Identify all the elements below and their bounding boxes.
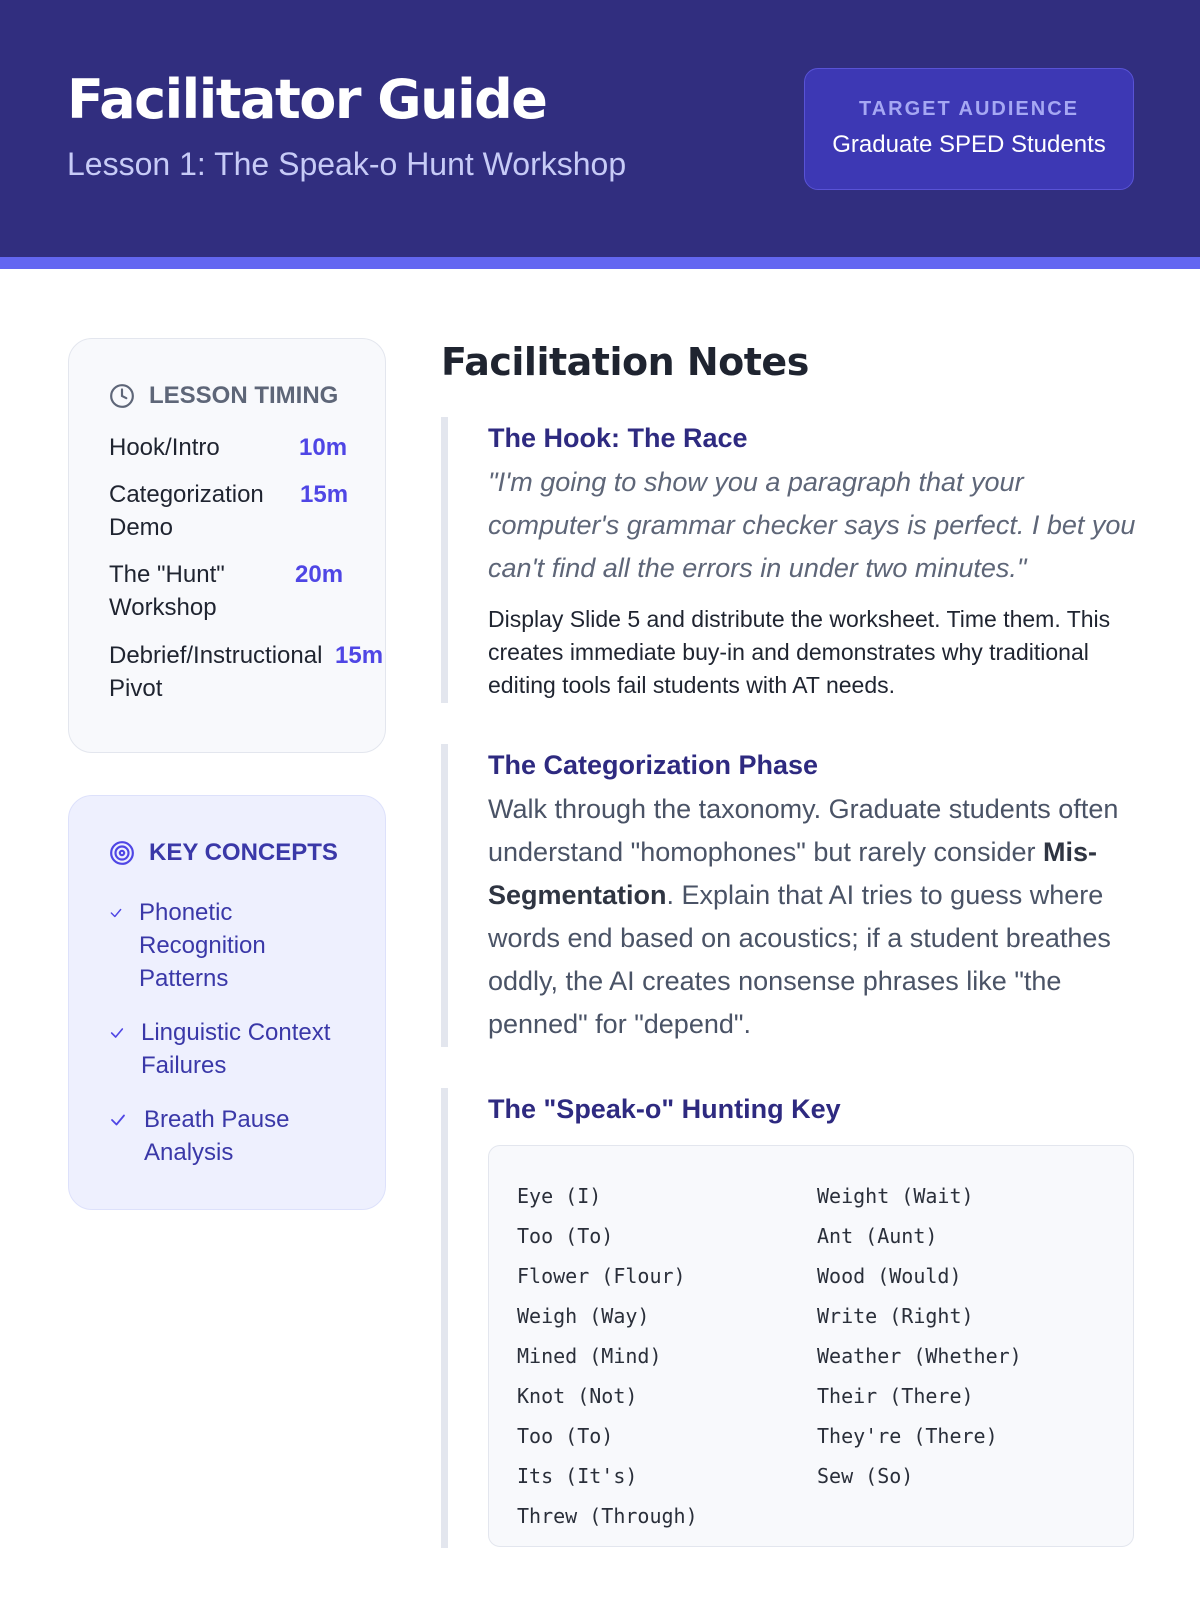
page-subtitle: Lesson 1: The Speak-o Hunt Workshop xyxy=(67,146,627,182)
key-item: Their (There) xyxy=(817,1384,974,1408)
target-audience-value: Graduate SPED Students xyxy=(832,131,1106,158)
hunting-key-left-column xyxy=(517,1176,698,1536)
hook-body: Display Slide 5 and distribute the worksheet. Time them. This creates immediate buy-in and demonstrates why traditional editing tools fail students with AT needs. xyxy=(488,606,1111,698)
clock-icon xyxy=(109,383,135,409)
lesson-timing-card xyxy=(68,338,386,753)
timing-value: 20m xyxy=(295,561,344,588)
key-item: Eye (I) xyxy=(517,1184,602,1208)
categorization-note-title: The Categorization Phase xyxy=(488,750,819,780)
key-item: Threw (Through) xyxy=(517,1504,698,1528)
key-concepts-heading xyxy=(109,838,338,868)
key-item: They're (There) xyxy=(817,1424,998,1448)
note-accent-bar xyxy=(441,744,448,1047)
key-item: Too (To) xyxy=(517,1424,614,1448)
hook-quote: "I'm going to show you a paragraph that your computer's grammar checker says is perfect. I bet you can't find all the errors in under two minutes." xyxy=(488,467,1136,583)
facilitation-notes-heading: Facilitation Notes xyxy=(441,340,809,384)
timing-label: The "Hunt" Workshop xyxy=(109,561,225,621)
key-item: Write (Right) xyxy=(817,1304,974,1328)
key-item: Weather (Whether) xyxy=(817,1344,1022,1368)
timing-label: Categorization Demo xyxy=(109,481,264,541)
check-icon xyxy=(109,1111,127,1129)
target-audience-label: TARGET AUDIENCE xyxy=(859,98,1079,120)
concept-text: Linguistic Context Failures xyxy=(141,1019,331,1079)
concept-text: Phonetic Recognition Patterns xyxy=(139,899,266,992)
lesson-timing-heading xyxy=(109,381,338,411)
page-header xyxy=(0,0,1200,257)
timing-value: 10m xyxy=(299,434,348,461)
lesson-timing-title: LESSON TIMING xyxy=(149,382,339,409)
key-item: Weigh (Way) xyxy=(517,1304,650,1328)
key-item: Wood (Would) xyxy=(817,1264,962,1288)
note-accent-bar xyxy=(441,417,448,703)
target-audience-badge xyxy=(804,68,1134,190)
timing-value: 15m xyxy=(300,481,349,508)
key-item: Mined (Mind) xyxy=(517,1344,662,1368)
header-accent-stripe xyxy=(0,257,1200,269)
timing-label: Debrief/Instructional Pivot xyxy=(109,642,323,702)
categorization-body xyxy=(488,788,1138,1046)
key-item: Knot (Not) xyxy=(517,1384,638,1408)
key-item: Sew (So) xyxy=(817,1464,914,1488)
key-item: Its (It's) xyxy=(517,1464,638,1488)
timing-value: 15m xyxy=(335,642,384,669)
key-concepts-title: KEY CONCEPTS xyxy=(149,839,338,866)
hook-note-title: The Hook: The Race xyxy=(488,423,748,453)
target-icon xyxy=(109,840,135,866)
categorization-body-text: Walk through the taxonomy. Graduate students often understand "homophones" but rarely consider xyxy=(488,794,1119,867)
concept-text: Breath Pause Analysis xyxy=(144,1106,290,1166)
hunting-key-title: The "Speak-o" Hunting Key xyxy=(488,1094,841,1124)
mis-segmentation-term: Mis-Segmentation xyxy=(488,837,1098,910)
key-item: Ant (Aunt) xyxy=(817,1224,938,1248)
page-title: Facilitator Guide xyxy=(67,68,547,131)
key-item: Too (To) xyxy=(517,1224,614,1248)
key-item: Flower (Flour) xyxy=(517,1264,686,1288)
check-icon xyxy=(109,1025,125,1041)
timing-label: Hook/Intro xyxy=(109,434,220,461)
note-accent-bar xyxy=(441,1088,448,1548)
hunting-key-right-column xyxy=(817,1176,1022,1496)
hunting-key-box xyxy=(488,1145,1134,1547)
key-item: Weight (Wait) xyxy=(817,1184,974,1208)
key-concepts-card xyxy=(68,795,386,1210)
check-icon xyxy=(109,906,123,920)
categorization-body-text: . Explain that AI tries to guess where words end based on acoustics; if a student breathes oddly, the AI creates nonsense phrases like "the penned" for "depend". xyxy=(488,880,1111,1039)
